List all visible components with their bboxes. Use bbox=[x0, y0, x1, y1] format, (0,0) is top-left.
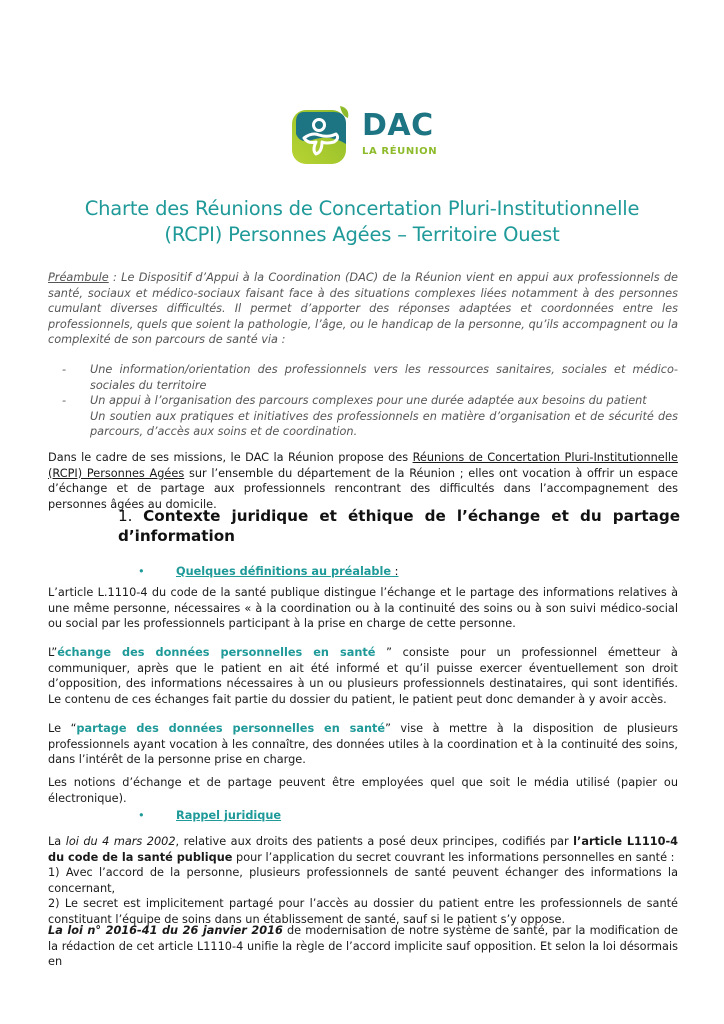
section-number: 1. bbox=[118, 507, 133, 525]
partage-term: partage des données personnelles en santé bbox=[76, 722, 386, 735]
echange-prefix: L” bbox=[48, 646, 58, 659]
preamble-list bbox=[62, 362, 678, 440]
list-item bbox=[62, 393, 678, 409]
bullet-rappel bbox=[138, 808, 438, 824]
preamble-paragraph bbox=[48, 270, 678, 348]
article-reference: l’article L1110-4 du code de la santé publique bbox=[48, 835, 679, 864]
document-title bbox=[40, 196, 684, 248]
principle-2: 2) Le secret est implicitement partagé pour l’accès au dossier du patient entre les professionnels de santé constituant l’équipe de soins dans un établissement de santé, sauf si le patient s’y oppose. bbox=[48, 897, 678, 926]
dash-marker: - bbox=[62, 363, 67, 376]
intro-paragraph bbox=[48, 450, 678, 512]
paragraph-loi-2002 bbox=[48, 834, 678, 927]
paragraph-article: L’article L.1110-4 du code de la santé publique distingue l’échange et le partage des informations relatives à une même personne, nécessaires « à la coordination ou à la continuité des soins ou à son suivi médico-social ou social par les professionnels participant à la prise en charge de cette personne. bbox=[48, 586, 678, 630]
paragraph-notions: Les notions d’échange et de partage peuvent être employées quel que soit le média utilisé (papier ou électronique). bbox=[48, 776, 678, 805]
preamble-text: : Le Dispositif d’Appui à la Coordination (DAC) de la Réunion vient en appui aux professionnels de santé, sociaux et médico-sociaux faisant face à des situations complexes liées notamment à des personnes cumulant diverses difficultés. Il permet d’apporter des réponses adaptées et coordonnées entre les professionnels, quels que soient la pathologie, l’âge, ou le handicap de la personne, qu’ils accompagnent ou la complexité de son parcours de santé via : bbox=[48, 271, 678, 346]
section-1-heading bbox=[118, 506, 680, 546]
intro-text-after: sur l’ensemble du département de la Réunion ; elles ont vocation à offrir un espace d’échange et de partage aux professionnels rencontrant des difficultés dans l’accompagnement des personnes âgées au domicile. bbox=[48, 466, 678, 511]
intro-text-before: Dans le cadre de ses missions, le DAC la Réunion propose des bbox=[48, 451, 413, 464]
dash-marker: - bbox=[62, 394, 67, 407]
paragraph-loi-2016 bbox=[48, 923, 678, 970]
list-item bbox=[62, 362, 678, 393]
loi-2002-after: pour l’application du secret couvrant les informations personnelles en santé : bbox=[232, 850, 675, 864]
logo-name: DAC bbox=[362, 108, 434, 143]
list-item-text: Un appui à l’organisation des parcours complexes pour une durée adaptée aux besoins du patient bbox=[90, 394, 647, 407]
echange-term: échange des données personnelles en santé bbox=[57, 646, 376, 659]
bullet-definitions bbox=[138, 564, 438, 580]
echange-rest: ” consiste pour un professionnel émetteur à communiquer, après que le patient en ait été informé et qu’il puisse exercer éventuellement son droit d’opposition, des informations nécessaires à un ou plusieurs professionnels destinataires, qui sont identifiés. Le contenu de ces échanges fait partie du dossier du patient, le patient peut donc demander à y avoir accès. bbox=[48, 646, 678, 706]
paragraph-partage bbox=[48, 721, 678, 768]
dac-logo-mark-icon bbox=[290, 104, 352, 166]
loi-2002-mid: , relative aux droits des patients a posé deux principes, codifiés par bbox=[175, 835, 574, 848]
partage-prefix: Le “ bbox=[48, 722, 77, 735]
rcpi-link: Réunions de Concertation Pluri-Institutionnelle (RCPI) Personnes Agées bbox=[48, 451, 678, 480]
list-item-text: Une information/orientation des professionnels vers les ressources sanitaires, sociales et médico-sociales du territoire bbox=[90, 363, 678, 392]
section-heading-text: Contexte juridique et éthique de l’échange et du partage d’information bbox=[118, 507, 680, 545]
principle-1: 1) Avec l’accord de la personne, plusieurs professionnels de santé peuvent échanger des informations la concernant, bbox=[48, 866, 678, 895]
loi-2002-name: loi du 4 mars 2002 bbox=[65, 835, 176, 848]
definitions-suffix: : bbox=[391, 565, 399, 578]
definitions-label: Quelques définitions au préalable bbox=[176, 565, 392, 578]
title-line-2: (RCPI) Personnes Agées – Territoire Ouest bbox=[164, 223, 560, 246]
rappel-heading: Rappel juridique bbox=[176, 809, 282, 822]
partage-rest: ” vise à mettre à la disposition de plusieurs professionnels ayant vocation à les connaître, des données utiles à la coordination et à la continuité des soins, dans l’intérêt de la personne prise en charge. bbox=[48, 722, 678, 766]
list-item bbox=[62, 409, 678, 440]
logo-subtitle: LA RÉUNION bbox=[362, 146, 438, 157]
loi-2016-name: La loi n° 2016-41 du 26 janvier 2016 bbox=[48, 924, 283, 937]
definitions-heading bbox=[176, 564, 398, 579]
bullet-dot-icon: • bbox=[138, 565, 145, 578]
loi-2016-rest: de modernisation de notre système de santé, par la modification de la rédaction de cet article L1110-4 unifie la règle de l’accord implicite sauf opposition. Et selon la loi désormais en bbox=[48, 924, 678, 968]
paragraph-echange bbox=[48, 645, 678, 707]
bullet-dot-icon: • bbox=[138, 809, 145, 822]
title-line-1: Charte des Réunions de Concertation Pluri-Institutionnelle bbox=[84, 197, 640, 220]
dac-logo bbox=[290, 104, 480, 172]
preamble-label: Préambule bbox=[48, 271, 109, 284]
list-item-text: Un soutien aux pratiques et initiatives des professionnels en matière d’organisation et de sécurité des parcours, d’accès aux soins et de coordination. bbox=[90, 409, 678, 438]
loi-2002-la: La bbox=[48, 835, 66, 848]
